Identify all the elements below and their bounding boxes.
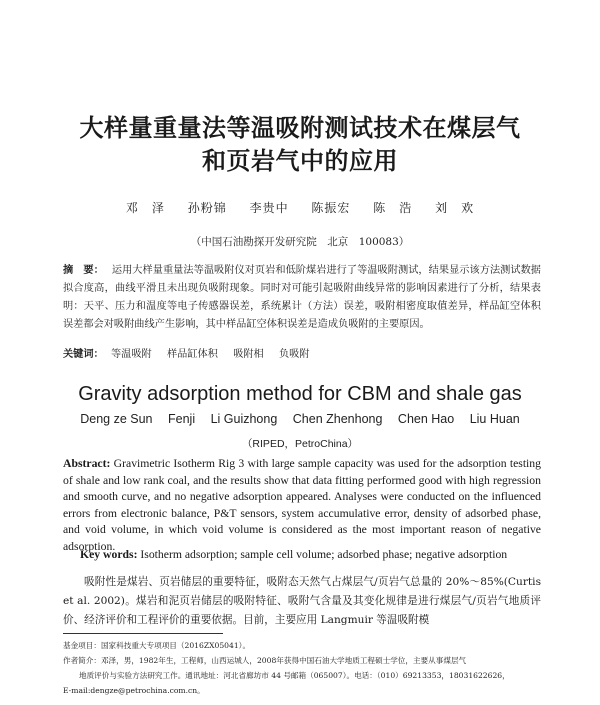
author-cn-4: 陈振宏 (311, 201, 351, 215)
author-cn-5: 陈 浩 (373, 201, 413, 215)
footnote-fund: 基金项目：国家科技重大专项项目（2016ZX05041）。 (63, 641, 251, 650)
author-cn-6: 刘 欢 (435, 201, 475, 215)
keywords-chinese-label: 关键词： (63, 349, 104, 360)
authors-chinese (0, 199, 600, 216)
keyword-cn-1: 等温吸附 (111, 349, 152, 360)
abstract-chinese (63, 262, 541, 334)
abstract-chinese-text: 运用大样量重量法等温吸附仪对页岩和低阶煤岩进行了等温吸附测试，结果显示该方法测试数据拟合度高，曲线平滑且未出现负吸附现象。同时对可能引起吸附曲线异常的影响因素进行了分析，结果表明：天平、压力和温度等电子传感器误差，系统累计（方法）误差，吸附相密度取值差异，样品缸空体积误差都会对吸附曲线产生影响，其中样品缸空体积误差是造成负吸附的主要原因。 (63, 265, 541, 330)
affiliation-chinese: （中国石油勘探开发研究院 北京 100083） (190, 236, 410, 248)
footnote-divider (63, 633, 223, 634)
author-cn-1: 邓 泽 (125, 201, 165, 215)
author-cn-3: 李贵中 (249, 201, 289, 215)
keyword-cn-3: 吸附相 (233, 349, 264, 360)
keywords-english-text: Isotherm adsorption; sample cell volume; adsorbed phase; negative adsorption (140, 548, 508, 561)
keyword-cn-4: 负吸附 (279, 349, 310, 360)
title-chinese (0, 112, 600, 178)
footnote-email: E-mail:dengze@petrochina.com.cn。 (63, 686, 205, 695)
authors-english (0, 412, 600, 426)
title-chinese-line-2: 和页岩气中的应用 (202, 147, 398, 175)
keywords-chinese (63, 345, 541, 360)
abstract-english (63, 456, 541, 555)
keyword-cn-2: 样品缸体积 (167, 349, 218, 360)
abstract-english-text: Gravimetric Isotherm Rig 3 with large sample capacity was used for the adsorption testing of shale and low rank coal, and the results show that data fitting performed good with high regression and smooth curve, and no negative adsorption appeared. Analyses were conducted on the influenced errors from electronic balance, P&T sensors, system accumulative error, density of adsorbed phase, and void volume, in which void volume is considered as the most important reason of negative adsorption. (63, 457, 541, 553)
footnotes (63, 638, 548, 698)
author-en-6: Liu Huan (469, 412, 520, 426)
author-en-4: Chen Zhenhong (292, 412, 383, 426)
keywords-english-label: Key words: (80, 548, 138, 561)
footnote-author-bio: 作者简介：邓泽，男，1982年生，工程师，山西运城人，2008年获得中国石油大学地质工程硕士学位，主要从事煤层气 (63, 656, 467, 665)
body-paragraph: 吸附性是煤岩、页岩储层的重要特征，吸附态天然气占煤层气/页岩气总量的 20%～85%(Curtis et al. 2002)。煤岩和泥页岩储层的吸附特征、吸附气含量及其变化规律是进行煤层气/页岩气地质评价、经济评价和工程评价的重要依据。目前，主要应用 Langmuir 等温吸附模 (63, 576, 541, 626)
author-en-3: Li Guizhong (210, 412, 278, 426)
title-english: Gravity adsorption method for CBM and shale gas (78, 383, 522, 405)
footnote-author-bio-continued: 地质评价与实验方法研究工作。通讯地址：河北省廊坊市 44 号邮箱（065007）。电话：（010）69213353，18031622626， (79, 671, 510, 680)
author-en-2: Fenji (168, 412, 196, 426)
abstract-chinese-label: 摘 要： (63, 265, 104, 276)
abstract-english-label: Abstract: (63, 457, 111, 470)
author-cn-2: 孙粉锦 (187, 201, 227, 215)
affiliation-english: （RIPED，PetroChina） (241, 438, 359, 450)
author-en-1: Deng ze Sun (80, 412, 153, 426)
keywords-english (80, 548, 550, 561)
title-chinese-line-1: 大样量重量法等温吸附测试技术在煤层气 (79, 114, 521, 142)
author-en-5: Chen Hao (397, 412, 455, 426)
